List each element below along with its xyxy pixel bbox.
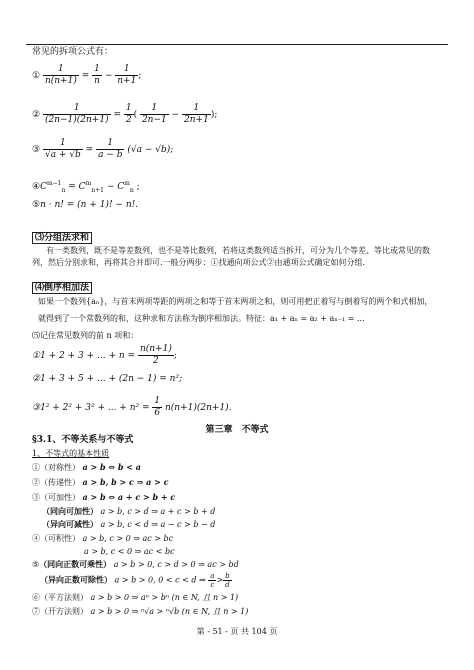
sum-formula-2: ②1 + 3 + 5 + ... + (2n − 1) = n²;: [32, 374, 183, 384]
section-title: §3.1、不等关系与不等式: [32, 435, 134, 445]
section-3-body: 有一类数列，既不是等差数列，也不是等比数列，若将这类数列适当拆开，可分为几个等差、等比或常见的数列，然后分别求和，再将其合并即可.一般分两步：①找通向项公式②由通项公式确定如何分组.: [32, 246, 430, 267]
property-additivity: ③（可加性） a > b ⇔ a + c > b + c: [32, 492, 176, 502]
property-opposite-direction-subtract: （异向可减性） a > b, c < d ⇒ a − c > b − d: [42, 519, 216, 529]
section-4-line1: 如果一个数列{aₙ}，与首末两项等距的两项之和等于首末两项之和，则可用把正着写与倒着写的两个和式相加，: [38, 297, 433, 306]
formula-split-2: ② $\frac{1}{(2n-1)(2n+1)}$ = $\frac{1}{2}$ ( $\frac{1}{2n-1}$ − $\frac{1}{2n+1}$ );: [32, 103, 218, 125]
sum-formula-3: ③1² + 2² + 3² + ... + n² = $\frac{1}{6}$ n(n+1)(2n+1).: [32, 396, 232, 418]
formula-split-1: ① $\frac{1}{n(n+1)}$ = $\frac{1}{n}$ − $\frac{1}{n+1}$ ;: [32, 64, 142, 86]
chapter-title: 第三章 不等式: [205, 425, 269, 435]
sum-formula-1: ①1 + 2 + 3 + ... + n = $\frac{n(n+1)}{2}$ ;: [32, 344, 177, 366]
subsection-title: 1、不等式的基本性质: [32, 449, 110, 458]
section-4-line2: 就得到了一个常数列的和，这种求和方法称为倒序相加法。特征：a₁ + aₙ = a₂ + aₙ₋₁ = ...: [38, 314, 365, 323]
property-multiplicativity-neg: a > b, c < 0 ⇒ ac < bc: [84, 547, 175, 556]
formula-split-3: ③ $\frac{1}{√a + √b}$ = $\frac{1}{a - b}$ (√a − √b);: [32, 138, 174, 160]
property-symmetry: ①（对称性） a > b ⇔ b < a: [32, 462, 141, 472]
section-3-label: ⑶分组法求和: [32, 233, 92, 244]
property-square-rule: ⑥（平方法则） a > b > 0 ⇒ aⁿ > bⁿ (n ∈ N, 且 n > 1): [32, 593, 239, 602]
property-positive-divide: （异向正数可除性） a > b > 0, 0 < c < d ⇒ $\frac{a}{c}$ > $\frac{b}{d}$: [40, 572, 230, 589]
property-root-rule: ⑦（开方法则） a > b > 0 ⇒ ⁿ√a > ⁿ√b (n ∈ N, 且 n > 1): [32, 607, 249, 616]
section-5-label: ⑸记住常见数列的前 n 项和：: [32, 331, 139, 340]
property-positive-multiply: ⑤（同向正数可乘性） a > b > 0, c > d > 0 ⇒ ac > bd: [32, 559, 239, 569]
formula-split-4: $④C^{m-1}_n = C^m_{n+1} - C^m_n$ ;: [32, 180, 140, 194]
property-transitivity: ②（传递性） a > b, b > c ⇒ a > c: [32, 477, 169, 487]
property-same-direction-add: （同向可加性） a > b, c > d ⇒ a + c > b + d: [42, 506, 216, 516]
page-footer: 第 - 51 - 页 共 104 页: [196, 627, 278, 636]
header-rule: [26, 44, 448, 45]
property-multiplicativity: ④（可积性） a > b, c > 0 ⇒ ac > bc: [32, 534, 174, 543]
section-4-label: ⑷倒序相加法: [32, 283, 92, 294]
formula-split-5: ⑤n · n! = (n + 1)! − n!.: [32, 200, 139, 210]
split-formulas-heading: 常见的拆项公式有：: [32, 47, 114, 57]
